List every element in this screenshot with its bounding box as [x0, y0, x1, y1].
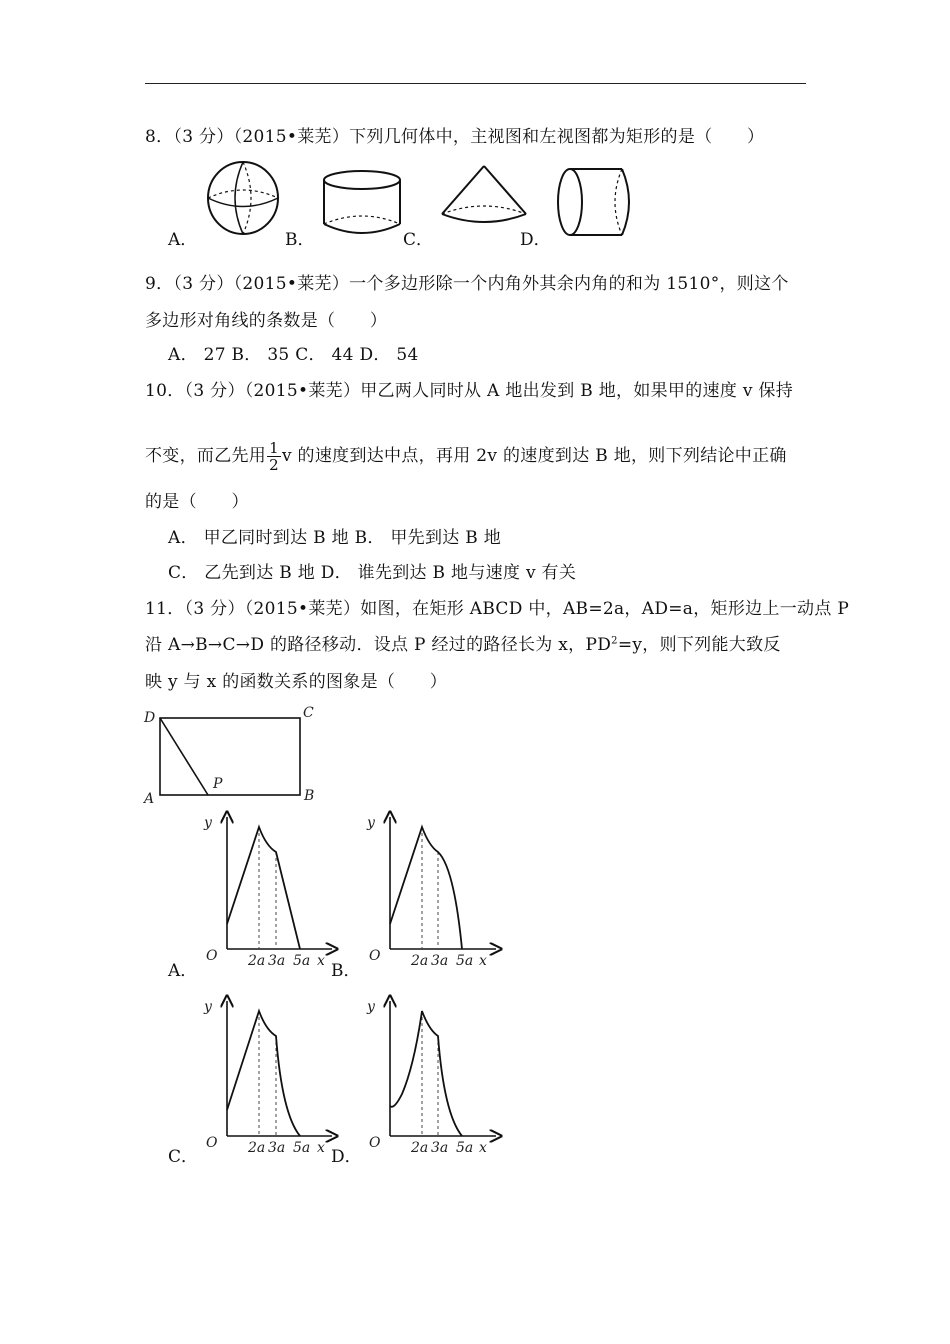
rectangle-abcd-figure	[140, 700, 330, 810]
x-axis-label: x	[317, 1140, 325, 1156]
tick-5a: 5a	[456, 953, 474, 969]
q11-option-c[interactable]: C．	[168, 1147, 199, 1167]
q9-stem-line1: 9．（3 分）（2015•莱芜）一个多边形除一个内角外其余内角的和为 1510°，则这个	[145, 274, 789, 294]
tick-2a: 2a	[411, 1140, 429, 1156]
q9-stem-line2: 多边形对角线的条数是（ ）	[145, 311, 388, 331]
y-axis-label: y	[204, 815, 212, 831]
point-label-p: P	[213, 776, 223, 792]
one-half-fraction	[267, 440, 281, 473]
q8-option-d[interactable]: D．	[520, 230, 551, 250]
horizontal-cylinder-figure	[556, 166, 638, 238]
q11-text-b: =y，则下列能大致反	[617, 635, 781, 655]
q8-option-c[interactable]: C．	[403, 230, 434, 250]
tick-3a: 3a	[268, 1140, 286, 1156]
origin-label: O	[369, 948, 381, 964]
cone-figure	[440, 164, 528, 228]
q10-options-ab[interactable]: A． 甲乙同时到达 B 地 B． 甲先到达 B 地	[168, 528, 502, 548]
q11-stem-line1: 11．（3 分）（2015•莱芜）如图，在矩形 ABCD 中，AB=2a，AD=a，矩形边上一动点 P	[145, 599, 850, 619]
y-axis-label: y	[204, 999, 212, 1015]
tick-2a: 2a	[248, 1140, 266, 1156]
q8-stem: 8．（3 分）（2015•莱芜）下列几何体中，主视图和左视图都为矩形的是（ ）	[145, 127, 765, 147]
q9-options[interactable]: A． 27 B． 35 C． 44 D． 54	[168, 345, 419, 365]
q11-text-a: 沿 A→B→C→D 的路径移动．设点 P 经过的路径长为 x，PD	[145, 635, 612, 655]
q10-options-cd[interactable]: C． 乙先到达 B 地 D． 谁先到达 B 地与速度 v 有关	[168, 563, 577, 583]
q11-option-b[interactable]: B．	[331, 961, 361, 981]
q11-stem-line3: 映 y 与 x 的函数关系的图象是（ ）	[145, 672, 448, 692]
q10-stem-line3: 的是（ ）	[145, 492, 249, 512]
tick-3a: 3a	[431, 1140, 449, 1156]
q11-option-a[interactable]: A．	[168, 961, 198, 981]
vertex-label-d: D	[144, 710, 156, 726]
fraction-denominator: 2	[269, 456, 279, 474]
q8-option-b[interactable]: B．	[285, 230, 315, 250]
q10-text-a: 不变，而乙先用	[145, 446, 267, 466]
y-axis-label: y	[367, 999, 375, 1015]
tick-3a: 3a	[268, 953, 286, 969]
q8-option-a[interactable]: A．	[168, 230, 198, 250]
tick-3a: 3a	[431, 953, 449, 969]
tick-5a: 5a	[293, 1140, 311, 1156]
graph-c	[200, 996, 340, 1156]
tick-2a: 2a	[411, 953, 429, 969]
origin-label: O	[206, 948, 218, 964]
q11-stem-line2	[145, 634, 781, 656]
superscript-two: 2	[611, 635, 618, 647]
x-axis-label: x	[479, 1140, 487, 1156]
vertex-label-a: A	[144, 791, 155, 807]
graph-d	[364, 996, 504, 1156]
graph-b	[364, 812, 504, 972]
fraction-numerator: 1	[269, 439, 279, 457]
tick-5a: 5a	[456, 1140, 474, 1156]
q10-stem-line1: 10．（3 分）（2015•莱芜）甲乙两人同时从 A 地出发到 B 地，如果甲的速度 v 保持	[145, 381, 794, 401]
graph-a	[200, 812, 340, 972]
header-rule	[145, 83, 806, 84]
origin-label: O	[369, 1135, 381, 1151]
origin-label: O	[206, 1135, 218, 1151]
vertex-label-c: C	[303, 705, 314, 721]
tick-2a: 2a	[248, 953, 266, 969]
sphere-figure	[205, 160, 285, 238]
cylinder-figure	[320, 168, 404, 236]
q11-option-d[interactable]: D．	[331, 1147, 362, 1167]
tick-5a: 5a	[293, 953, 311, 969]
q10-stem-line2	[145, 440, 787, 473]
vertex-label-b: B	[304, 788, 315, 804]
x-axis-label: x	[479, 953, 487, 969]
x-axis-label: x	[317, 953, 325, 969]
q10-text-b: v 的速度到达中点，再用 2v 的速度到达 B 地，则下列结论中正确	[281, 446, 787, 466]
y-axis-label: y	[367, 815, 375, 831]
